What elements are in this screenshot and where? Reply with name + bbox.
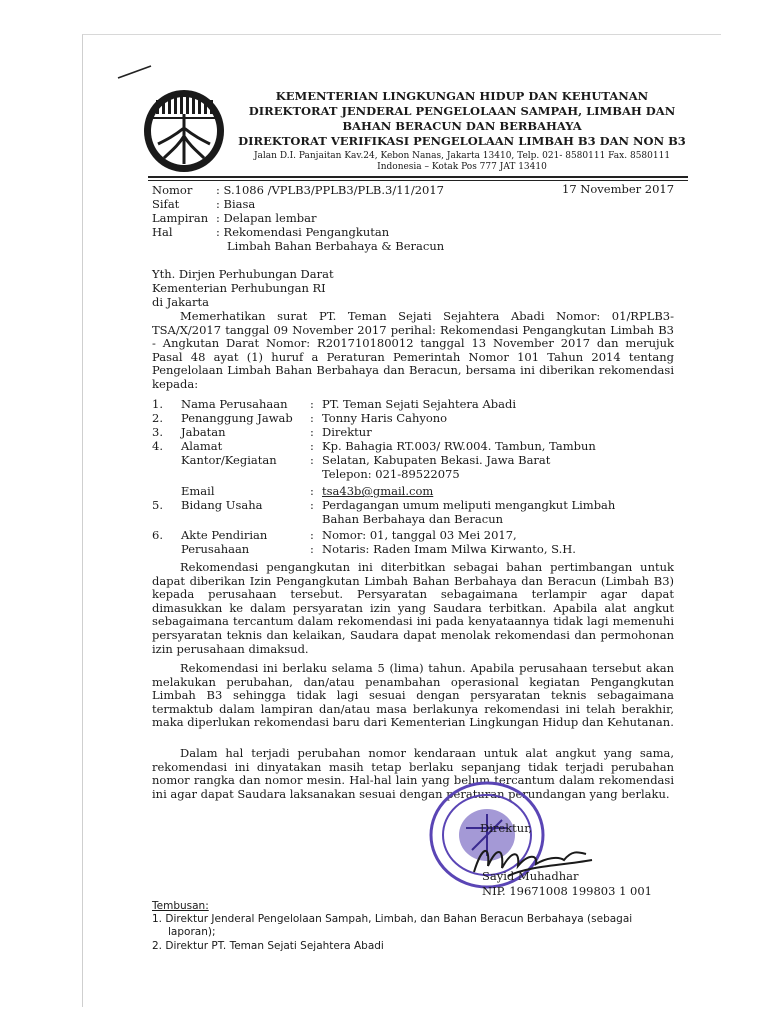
meta-hal [152, 226, 389, 239]
item-number: 1. [152, 397, 163, 411]
item-value: Bahan Berbahaya dan Beracun [322, 512, 504, 526]
item-colon: : [310, 439, 314, 453]
letterhead-line-3: BAHAN BERACUN DAN BERBAHAYA [342, 119, 582, 133]
intro-paragraph: Memerhatikan surat PT. Teman Sejati Sejahtera Abadi Nomor: 01/RPLB3-TSA/X/2017 tanggal 09 November 2017 perihal: Rekomendasi Pengangkutan Limbah B3 - Angkutan Darat Nomor: R201710180012 tanggal 13 November 2017 dan merujuk Pasal 48 ayat (1) huruf a Peraturan Pemerintah Nomor 101 Tahun 2014 tentang Pengelolaan Limbah Bahan Berbahaya dan Beracun, bersama ini diberikan rekomendasi kepada: [152, 309, 674, 391]
letterhead-line-4: DIREKTORAT VERIFIKASI PENGELOLAAN LIMBAH B3 DAN NON B3 [238, 134, 686, 148]
item-label: Perusahaan [181, 542, 250, 556]
item-value: Kp. Bahagia RT.003/ RW.004. Tambun, Tambun [322, 439, 596, 453]
item-label: Akte Pendirian [181, 528, 268, 542]
item-value: Selatan, Kabupaten Bekasi. Jawa Barat [322, 453, 551, 467]
item-colon: : [310, 453, 314, 467]
email-link[interactable]: tsa43b@gmail.com [322, 484, 434, 498]
item-label: Alamat [181, 439, 223, 453]
recipient-line-2: Kementerian Perhubungan RI [152, 281, 326, 295]
item-number: 5. [152, 498, 163, 512]
item-value: PT. Teman Sejati Sejahtera Abadi [322, 397, 517, 411]
nomor-value: : S.1086 /VPLB3/PPLB3/PLB.3/11/2017 [216, 183, 444, 197]
paragraph-2: Rekomendasi ini berlaku selama 5 (lima) tahun. Apabila perusahaan tersebut akan melakukan perubahan, dan/atau penambahan operasional kegiatan Pengangkutan Limbah B3 sehingga tidak lagi sesuai dengan persyaratan teknis sebagaimana termaktub dalam lampiran dan/atau masa berlakunya rekomendasi ini telah berakhir, maka diperlukan rekomendasi baru dari Kementerian Lingkungan Hidup dan Kehutanan. [152, 661, 674, 730]
item-value: Perdagangan umum meliputi mengangkut Limbah [322, 498, 616, 512]
sifat-value: : Biasa [216, 197, 256, 211]
letterhead-line-1: KEMENTERIAN LINGKUNGAN HIDUP DAN KEHUTANAN [275, 89, 649, 103]
recipient-line-1: Yth. Dirjen Perhubungan Darat [152, 267, 334, 281]
header-divider-thin [148, 180, 688, 181]
hal-label: Hal [152, 225, 173, 239]
item-colon: : [310, 528, 314, 542]
item-colon: : [310, 425, 314, 439]
hal-value-2: Limbah Bahan Berbahaya & Beracun [227, 239, 445, 253]
lampiran-value: : Delapan lembar [216, 211, 317, 225]
item-number: 6. [152, 528, 163, 542]
item-label: Email [181, 484, 215, 498]
item-colon: : [310, 484, 314, 498]
item-value: Nomor: 01, tanggal 03 Mei 2017, [322, 528, 517, 542]
letterhead-line-2: DIREKTORAT JENDERAL PENGELOLAAN SAMPAH, LIMBAH DAN [248, 104, 676, 118]
item-colon: : [310, 411, 314, 425]
sifat-label: Sifat [152, 197, 180, 211]
signatory-name: Sayid Muhadhar [482, 869, 579, 883]
lampiran-label: Lampiran [152, 211, 209, 225]
meta-sifat [152, 198, 255, 211]
nomor-label: Nomor [152, 183, 193, 197]
letter-date: 17 November 2017 [562, 182, 675, 196]
item-value: Telepon: 021-89522075 [322, 467, 460, 481]
item-label: Jabatan [181, 425, 226, 439]
cc-item-1: 1. Direktur Jenderal Pengelolaan Sampah, Limbah, dan Bahan Beracun Berbahaya (sebagai [152, 913, 633, 925]
letterhead-address: Jalan D.I. Panjaitan Kav.24, Kebon Nanas, Jakarta 13410, Telp. 021- 8580111 Fax. 8580111 [253, 151, 671, 161]
item-label: Penanggung Jawab [181, 411, 293, 425]
recipient-line-3: di Jakarta [152, 295, 209, 309]
item-colon: : [310, 542, 314, 556]
cc-item-2: 2. Direktur PT. Teman Sejati Sejahtera Abadi [152, 940, 384, 952]
signatory-nip: NIP. 19671008 199803 1 001 [482, 884, 652, 898]
meta-nomor [152, 184, 444, 197]
item-number: 2. [152, 411, 163, 425]
cc-item-1-cont: laporan); [168, 926, 216, 938]
item-value: Direktur [322, 425, 372, 439]
letterhead-postal: Indonesia – Kotak Pos 777 JAT 13410 [377, 162, 547, 172]
item-value: Tonny Haris Cahyono [322, 411, 448, 425]
signature-title: Direktur, [480, 821, 533, 835]
item-label: Bidang Usaha [181, 498, 263, 512]
pen-mark [115, 62, 155, 82]
item-value: Notaris: Raden Imam Milwa Kirwanto, S.H. [322, 542, 576, 556]
header-divider [148, 176, 688, 178]
item-number: 4. [152, 439, 163, 453]
item-number: 3. [152, 425, 163, 439]
paragraph-3: Dalam hal terjadi perubahan nomor kendaraan untuk alat angkut yang sama, rekomendasi ini dinyatakan masih tetap berlaku sepanjang tidak terjadi perubahan nomor rangka dan nomor mesin. Hal-hal lain yang belum tercantum dalam rekomendasi ini agar dapat Saudara laksanakan sesuai dengan peraturan perundangan yang berlaku. [152, 746, 674, 801]
meta-lampiran [152, 212, 316, 225]
item-colon: : [310, 397, 314, 411]
item-label: Nama Perusahaan [181, 397, 288, 411]
cc-heading: Tembusan: [152, 900, 209, 912]
ministry-logo [140, 88, 228, 174]
paragraph-1: Rekomendasi pengangkutan ini diterbitkan sebagai bahan pertimbangan untuk dapat diberikan Izin Pengangkutan Limbah Bahan Berbahaya dan Beracun (Limbah B3) kepada perusahaan tersebut. Persyaratan sebagaimana terlampir agar dapat dimasukkan ke dalam persyaratan izin yang Saudara terbitkan. Apabila alat angkut sebagaimana tercantum dalam rekomendasi ini pada kenyataannya tidak lagi memenuhi persyaratan teknis dan kelaikan, Saudara dapat menolak rekomendasi dan permohonan izin perusahaan dimaksud. [152, 560, 674, 656]
item-label: Kantor/Kegiatan [181, 453, 277, 467]
hal-value: : Rekomendasi Pengangkutan [216, 225, 390, 239]
item-colon: : [310, 498, 314, 512]
